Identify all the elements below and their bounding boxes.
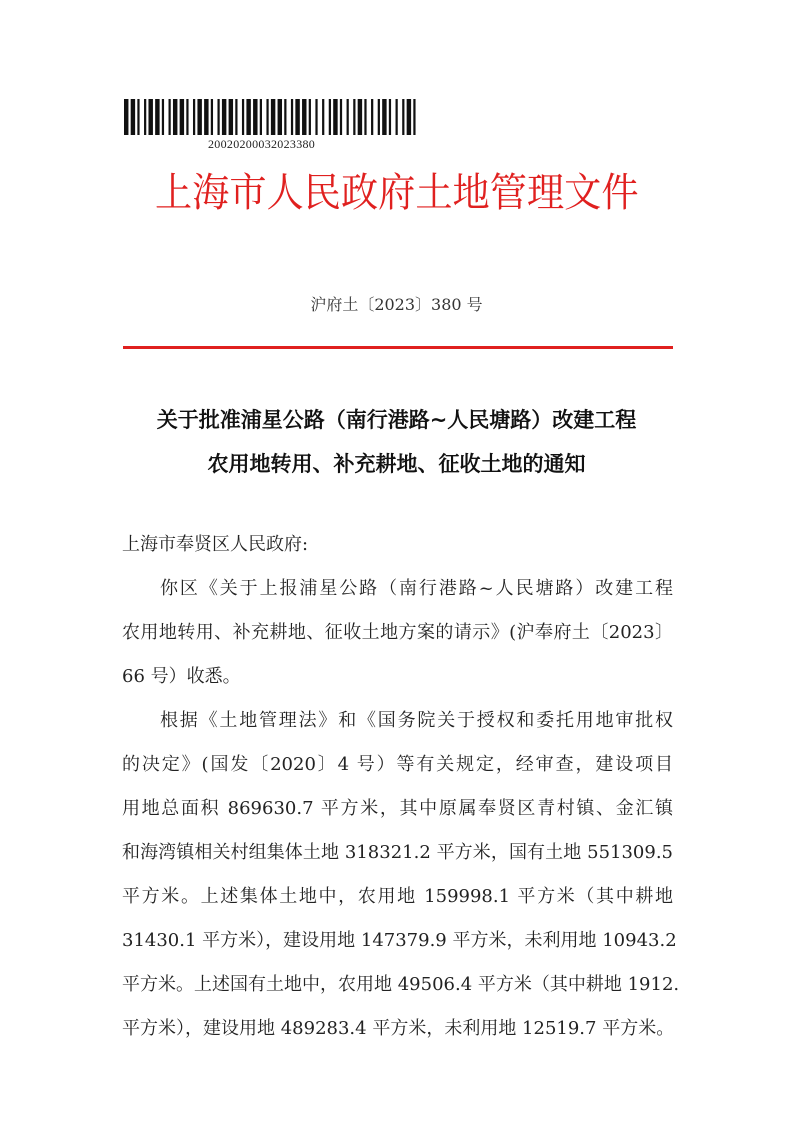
barcode-bar [364, 99, 366, 135]
barcode-bar [246, 99, 250, 135]
barcode-bar [347, 99, 349, 135]
barcode-bar [204, 99, 208, 135]
barcode-bar [271, 99, 275, 135]
barcode-bar [173, 99, 177, 135]
barcode-bar [309, 99, 311, 135]
barcode-bar [389, 99, 391, 135]
body-line: 和海湾镇相关村组集体土地 318321.2 平方米，国有土地 551309.5 [122, 842, 673, 863]
barcode-bar [371, 99, 373, 135]
barcode-bar [155, 99, 159, 135]
barcode-bar [148, 99, 152, 135]
barcode-bar [302, 99, 306, 135]
barcode-bar [217, 99, 219, 135]
body-line: 平方米。上述国有土地中，农用地 49506.4 平方米（其中耕地 1912. [122, 974, 680, 995]
body-line: 平方米。上述集体土地中，农用地 159998.1 平方米（其中耕地 [122, 886, 673, 907]
barcode-bar [169, 99, 171, 135]
body-line: 平方米），建设用地 489283.4 平方米，未利用地 12519.7 平方米。 [122, 1018, 675, 1039]
body-line: 农用地转用、补充耕地、征收土地方案的请示》(沪奉府土〔2023〕 [122, 622, 673, 643]
barcode-bar [378, 99, 380, 135]
issuer-header-title: 上海市人民政府土地管理文件 [154, 170, 639, 216]
barcode-bar [162, 99, 164, 135]
barcode-bar [124, 99, 128, 135]
barcode-bar [396, 99, 398, 135]
body-line: 用地总面积 869630.7 平方米，其中原属奉贤区青村镇、金汇镇 [122, 798, 673, 819]
notice-title-line-1: 关于批准浦星公路（南行港路~人民塘路）改建工程 [156, 408, 637, 432]
barcode-bar [407, 99, 411, 135]
barcode-bar [284, 99, 286, 135]
barcode-bar [242, 99, 244, 135]
barcode-bar [291, 99, 293, 135]
barcode-bar [266, 99, 268, 135]
barcode-bar [211, 99, 213, 135]
barcode-bar [260, 99, 262, 135]
body-line-addressee: 上海市奉贤区人民政府: [122, 534, 309, 555]
barcode-bar [253, 99, 257, 135]
barcode-bar [358, 99, 362, 135]
notice-title-line-2: 农用地转用、补充耕地、征收土地的通知 [207, 452, 586, 476]
barcode-bar [144, 99, 146, 135]
body-line: 31430.1 平方米），建设用地 147379.9 平方米，未利用地 10943.2 [122, 930, 677, 951]
barcode-bar [382, 99, 386, 135]
barcode-bar [353, 99, 355, 135]
barcode-bar [278, 99, 282, 135]
barcode-bar [340, 99, 342, 135]
body-line: 66 号）收悉。 [122, 666, 241, 687]
document-number: 沪府土〔2023〕380 号 [310, 295, 483, 314]
barcode-bar [413, 99, 415, 135]
barcode-bar [137, 99, 139, 135]
barcode-bar [235, 99, 237, 135]
barcode-bar [295, 99, 299, 135]
body-line: 你区《关于上报浦星公路（南行港路~人民塘路）改建工程 [160, 578, 673, 599]
barcode-bar [180, 99, 184, 135]
barcode-image [124, 99, 420, 135]
barcode-bar [329, 99, 331, 135]
barcode-bar [186, 99, 188, 135]
barcode-bar [322, 99, 324, 135]
barcode-number: 20020200032023380 [208, 137, 316, 151]
barcode-bar [315, 99, 317, 135]
barcode-bar [333, 99, 337, 135]
barcode-bar [197, 99, 201, 135]
body-line: 的决定》(国发〔2020〕4 号）等有关规定，经审查，建设项目 [122, 754, 673, 775]
barcode-bar [131, 99, 135, 135]
barcode-bar [229, 99, 233, 135]
body-line: 根据《土地管理法》和《国务院关于授权和委托用地审批权 [160, 710, 673, 731]
barcode-bar [193, 99, 195, 135]
red-separator-line [123, 346, 673, 349]
barcode-bar [222, 99, 226, 135]
barcode-bar [402, 99, 404, 135]
